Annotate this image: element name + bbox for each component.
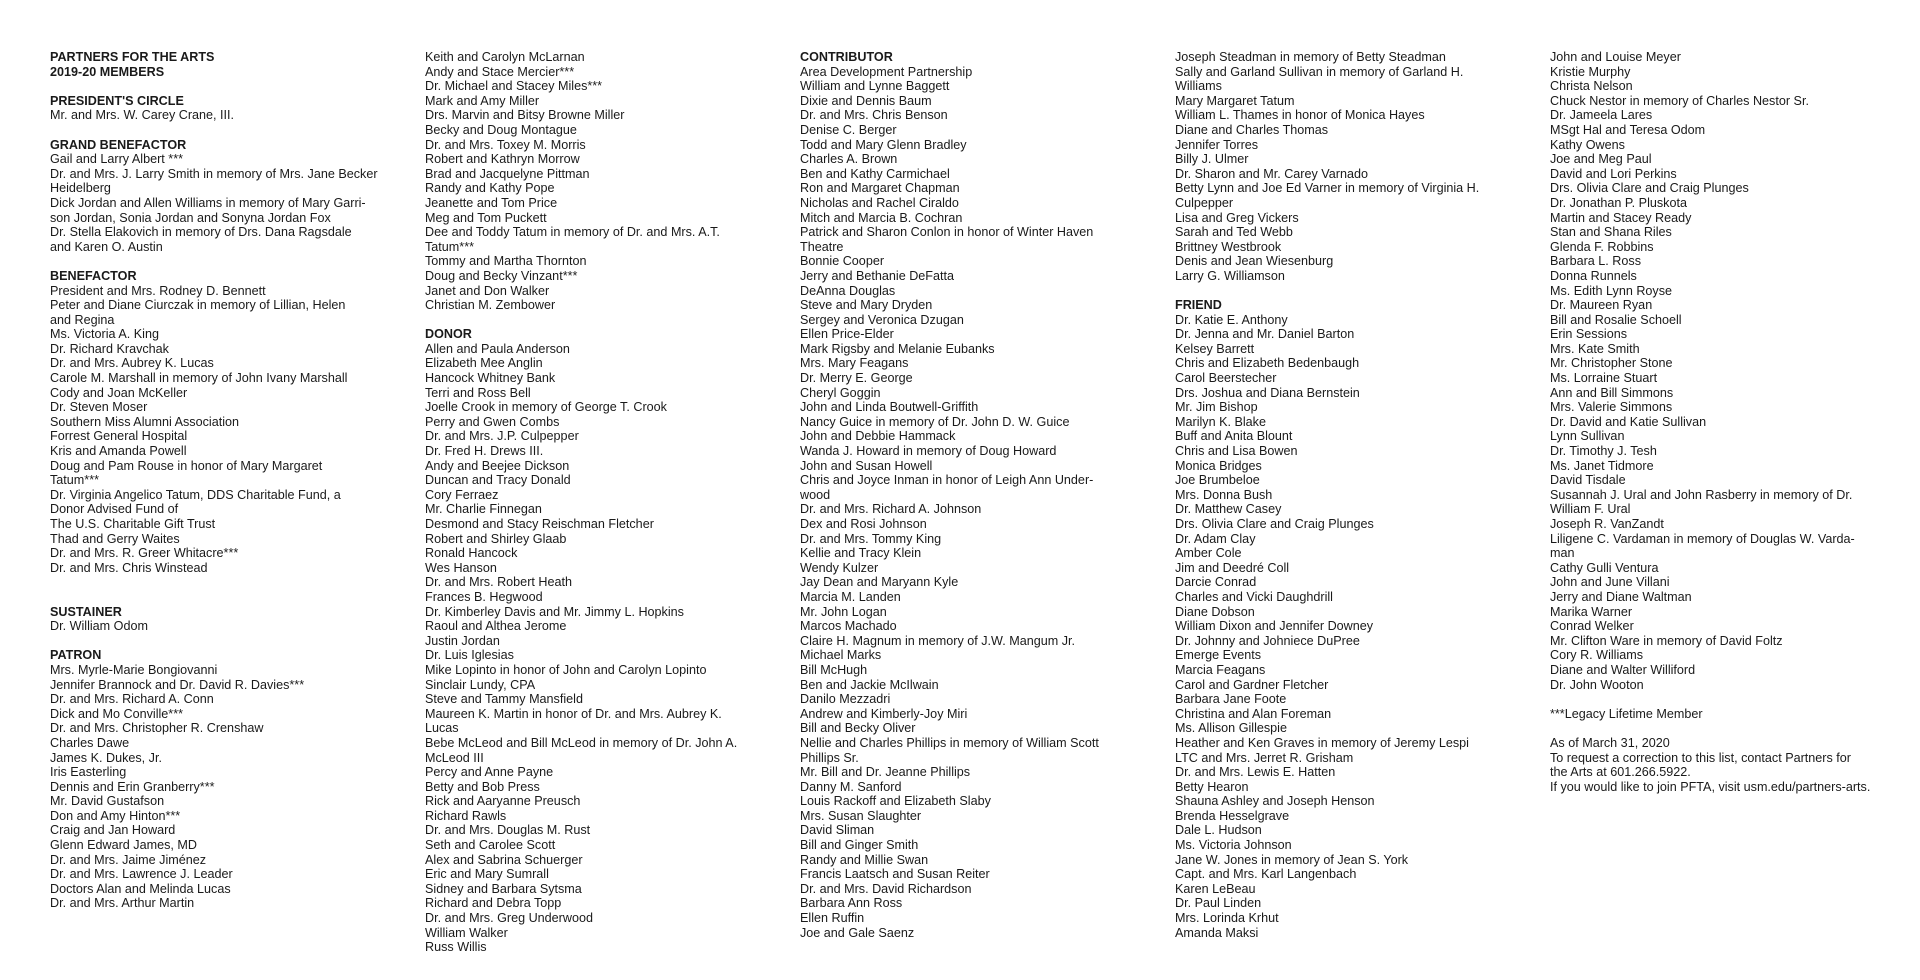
member-name: William Walker bbox=[425, 925, 508, 940]
member-name: Claire H. Magnum in memory of J.W. Mangum Jr. bbox=[800, 633, 1076, 648]
member-name: Dr. Steven Moser bbox=[50, 400, 148, 415]
member-name: Andy and Beejee Dickson bbox=[425, 458, 570, 473]
section-heading: GRAND BENEFACTOR bbox=[50, 137, 187, 152]
member-name: Mrs. Donna Bush bbox=[1175, 487, 1273, 502]
member-name: and Regina bbox=[50, 312, 115, 327]
member-name: Joseph R. VanZandt bbox=[1550, 517, 1664, 531]
member-name: Duncan and Tracy Donald bbox=[425, 473, 571, 488]
member-name: Dr. and Mrs. Greg Underwood bbox=[425, 911, 593, 926]
member-name: Buff and Anita Blount bbox=[1175, 429, 1293, 444]
member-name: Tommy and Martha Thornton bbox=[425, 254, 587, 269]
member-name: MSgt Hal and Teresa Odom bbox=[1550, 122, 1706, 137]
member-name: Southern Miss Alumni Association bbox=[50, 414, 239, 429]
member-name: Justin Jordan bbox=[425, 633, 500, 648]
member-name: Craig and Jan Howard bbox=[50, 823, 176, 838]
member-name: Joe and Meg Paul bbox=[1550, 152, 1652, 167]
member-name: Kris and Amanda Powell bbox=[50, 444, 187, 459]
member-name: Robert and Shirley Glaab bbox=[425, 531, 567, 546]
member-name: Jerry and Bethanie DeFatta bbox=[800, 268, 955, 283]
member-name: Dr. and Mrs. Douglas M. Rust bbox=[425, 823, 591, 838]
member-name: Ms. Allison Gillespie bbox=[1175, 721, 1287, 736]
spacer bbox=[50, 590, 390, 605]
member-name: Sarah and Ted Webb bbox=[1175, 225, 1293, 240]
member-name: Keith and Carolyn McLarnan bbox=[425, 50, 585, 64]
member-name: Todd and Mary Glenn Bradley bbox=[800, 137, 967, 152]
member-name: The U.S. Charitable Gift Trust bbox=[50, 517, 216, 531]
member-name: Barbara Jane Foote bbox=[1175, 692, 1287, 707]
member-name: David and Lori Perkins bbox=[1550, 166, 1677, 181]
member-name: Betty and Bob Press bbox=[425, 779, 540, 794]
member-name: John and June Villani bbox=[1550, 575, 1670, 590]
member-name: Donna Runnels bbox=[1550, 268, 1637, 283]
spacer bbox=[1550, 692, 1890, 707]
member-name: Dr. and Mrs. Jaime Jiménez bbox=[50, 852, 207, 867]
member-name: Terri and Ross Bell bbox=[425, 385, 531, 400]
member-name: Chris and Joyce Inman in honor of Leigh Ann Under- bbox=[800, 473, 1094, 488]
member-name: Percy and Anne Payne bbox=[425, 765, 554, 780]
member-name: Carole M. Marshall in memory of John Ivany Marshall bbox=[50, 371, 348, 386]
member-name: Maureen K. Martin in honor of Dr. and Mrs. Aubrey K. bbox=[425, 706, 722, 721]
member-name: Chris and Elizabeth Bedenbaugh bbox=[1175, 356, 1360, 371]
member-name: David Tisdale bbox=[1550, 473, 1626, 488]
member-name: Jennifer Brannock and Dr. David R. Davies*** bbox=[50, 677, 305, 692]
member-name: Dr. David and Katie Sullivan bbox=[1550, 414, 1707, 429]
member-name: Mrs. Valerie Simmons bbox=[1550, 400, 1673, 415]
member-name: Andy and Stace Mercier*** bbox=[425, 64, 575, 79]
member-name: LTC and Mrs. Jerret R. Grisham bbox=[1175, 750, 1354, 765]
member-name: Marcia Feagans bbox=[1175, 662, 1266, 677]
member-name: Becky and Doug Montague bbox=[425, 122, 577, 137]
spacer bbox=[50, 575, 390, 590]
member-name: Danny M. Sanford bbox=[800, 779, 902, 794]
member-name: Raoul and Althea Jerome bbox=[425, 619, 567, 634]
member-name: Wanda J. Howard in memory of Doug Howard bbox=[800, 444, 1057, 459]
member-name: John and Debbie Hammack bbox=[800, 429, 956, 444]
member-name: Donor Advised Fund of bbox=[50, 502, 179, 517]
member-name: Marilyn K. Blake bbox=[1175, 414, 1266, 429]
member-name: Mr. John Logan bbox=[800, 604, 887, 619]
member-name: Mr. Jim Bishop bbox=[1175, 400, 1258, 415]
member-name: Stan and Shana Riles bbox=[1550, 225, 1672, 240]
member-name: Chuck Nestor in memory of Charles Nestor Sr. bbox=[1550, 93, 1809, 108]
member-name: Mr. and Mrs. W. Carey Crane, III. bbox=[50, 108, 235, 123]
member-name: Joelle Crook in memory of George T. Crook bbox=[425, 400, 667, 415]
member-name: Don and Amy Hinton*** bbox=[50, 808, 181, 823]
member-name: Bonnie Cooper bbox=[800, 254, 885, 269]
member-name: Mr. Bill and Dr. Jeanne Phillips bbox=[800, 765, 971, 780]
member-name: James K. Dukes, Jr. bbox=[50, 750, 162, 765]
member-name: Dr. Luis Iglesias bbox=[425, 648, 514, 663]
member-name: Dex and Rosi Johnson bbox=[800, 517, 927, 531]
member-name: Chris and Lisa Bowen bbox=[1175, 444, 1298, 459]
member-name: Rick and Aaryanne Preusch bbox=[425, 794, 581, 809]
member-name: Steve and Tammy Mansfield bbox=[425, 692, 583, 707]
spacer bbox=[1550, 721, 1890, 736]
member-name: Drs. Marvin and Bitsy Browne Miller bbox=[425, 108, 625, 123]
column-3 bbox=[800, 50, 1140, 940]
member-name: John and Linda Boutwell-Griffith bbox=[800, 400, 979, 415]
member-name: To request a correction to this list, contact Partners for bbox=[1550, 750, 1851, 765]
member-name: Cody and Joan McKeller bbox=[50, 385, 188, 400]
member-name: Phillips Sr. bbox=[800, 750, 859, 765]
member-name: Desmond and Stacy Reischman Fletcher bbox=[425, 517, 654, 531]
column-5 bbox=[1550, 50, 1890, 794]
member-name: Drs. Olivia Clare and Craig Plunges bbox=[1550, 181, 1749, 196]
member-name: Dr. and Mrs. Richard A. Conn bbox=[50, 692, 214, 707]
member-name: Brad and Jacquelyne Pittman bbox=[425, 166, 590, 181]
member-name: Denise C. Berger bbox=[800, 122, 897, 137]
member-name: Mitch and Marcia B. Cochran bbox=[800, 210, 963, 225]
member-name: man bbox=[1550, 546, 1575, 561]
member-name: Elizabeth Mee Anglin bbox=[425, 356, 543, 371]
member-name: Dr. and Mrs. David Richardson bbox=[800, 881, 972, 896]
member-name: Dr. Michael and Stacey Miles*** bbox=[425, 79, 603, 94]
member-name: Nellie and Charles Phillips in memory of William Scott bbox=[800, 735, 1099, 750]
section-heading: 2019-20 MEMBERS bbox=[50, 64, 165, 79]
member-name: Dr. Adam Clay bbox=[1175, 531, 1256, 546]
member-name: Liligene C. Vardaman in memory of Douglas W. Varda- bbox=[1550, 531, 1855, 546]
member-name: Drs. Olivia Clare and Craig Plunges bbox=[1175, 517, 1374, 531]
member-name: Richard Rawls bbox=[425, 808, 507, 823]
spacer bbox=[50, 634, 390, 649]
member-name: Lisa and Greg Vickers bbox=[1175, 210, 1299, 225]
member-name: Dr. and Mrs. Aubrey K. Lucas bbox=[50, 356, 214, 371]
member-name: Lucas bbox=[425, 721, 459, 736]
column-4 bbox=[1175, 50, 1515, 940]
member-name: Dr. Timothy J. Tesh bbox=[1550, 444, 1657, 459]
member-name: Louis Rackoff and Elizabeth Slaby bbox=[800, 794, 991, 809]
member-name: Area Development Partnership bbox=[800, 64, 973, 79]
member-name: Carol Beerstecher bbox=[1175, 371, 1277, 386]
member-name: Martin and Stacey Ready bbox=[1550, 210, 1692, 225]
member-name: Dr. Maureen Ryan bbox=[1550, 298, 1653, 313]
member-name: Bill McHugh bbox=[800, 662, 868, 677]
member-name: Marcos Machado bbox=[800, 619, 897, 634]
column-2 bbox=[425, 50, 765, 955]
member-name: Barbara L. Ross bbox=[1550, 254, 1641, 269]
spacer bbox=[1175, 284, 1515, 299]
member-name: Nancy Guice in memory of Dr. John D. W. Guice bbox=[800, 414, 1070, 429]
member-name: Dr. Richard Kravchak bbox=[50, 341, 169, 356]
member-name: Mrs. Kate Smith bbox=[1550, 341, 1640, 356]
member-name: Capt. and Mrs. Karl Langenbach bbox=[1175, 867, 1357, 882]
member-name: the Arts at 601.266.5922. bbox=[1550, 765, 1691, 780]
member-name: Alex and Sabrina Schuerger bbox=[425, 852, 583, 867]
member-name: Christa Nelson bbox=[1550, 79, 1633, 94]
member-name: Joseph Steadman in memory of Betty Steadman bbox=[1175, 50, 1446, 64]
member-name: Dr. and Mrs. R. Greer Whitacre*** bbox=[50, 546, 239, 561]
member-name: Dr. Jonathan P. Pluskota bbox=[1550, 195, 1687, 210]
section-heading: FRIEND bbox=[1175, 298, 1222, 313]
member-name: Dr. Sharon and Mr. Carey Varnado bbox=[1175, 166, 1368, 181]
member-name: Heidelberg bbox=[50, 181, 111, 196]
section-heading: BENEFACTOR bbox=[50, 268, 137, 283]
member-name: Ms. Edith Lynn Royse bbox=[1550, 283, 1673, 298]
member-name: Conrad Welker bbox=[1550, 619, 1634, 634]
member-name: Dr. and Mrs. J.P. Culpepper bbox=[425, 429, 579, 444]
member-name: Kathy Owens bbox=[1550, 137, 1625, 152]
member-name: Sinclair Lundy, CPA bbox=[425, 677, 536, 692]
member-name: Erin Sessions bbox=[1550, 327, 1627, 342]
member-name: Diane and Charles Thomas bbox=[1175, 122, 1329, 137]
member-name: Perry and Gwen Combs bbox=[425, 414, 560, 429]
member-name: Mr. Christopher Stone bbox=[1550, 356, 1673, 371]
member-name: Jeanette and Tom Price bbox=[425, 195, 558, 210]
member-name: Dr. Fred H. Drews III. bbox=[425, 444, 544, 459]
member-name: Charles Dawe bbox=[50, 735, 130, 750]
member-name: Jerry and Diane Waltman bbox=[1550, 589, 1692, 604]
member-name: Doug and Pam Rouse in honor of Mary Margaret bbox=[50, 458, 323, 473]
member-name: Forrest General Hospital bbox=[50, 429, 188, 444]
member-name: Dr. Merry E. George bbox=[800, 371, 913, 386]
member-name: John and Susan Howell bbox=[800, 458, 933, 473]
member-name: William F. Ural bbox=[1550, 502, 1631, 517]
member-name: Dick Jordan and Allen Williams in memory of Mary Garri- bbox=[50, 195, 366, 210]
member-name: Dr. Jameela Lares bbox=[1550, 108, 1653, 123]
member-name: Darcie Conrad bbox=[1175, 575, 1257, 590]
member-name: and Karen O. Austin bbox=[50, 239, 163, 254]
member-name: Emerge Events bbox=[1175, 648, 1262, 663]
member-name: Dr. and Mrs. Toxey M. Morris bbox=[425, 137, 586, 152]
member-name: Theatre bbox=[800, 239, 844, 254]
member-name: President and Mrs. Rodney D. Bennett bbox=[50, 283, 266, 298]
member-name: Sergey and Veronica Dzugan bbox=[800, 312, 964, 327]
member-name: Wendy Kulzer bbox=[800, 560, 879, 575]
member-name: Peter and Diane Ciurczak in memory of Lillian, Helen bbox=[50, 298, 346, 313]
member-name: Charles A. Brown bbox=[800, 152, 898, 167]
section-heading: SUSTAINER bbox=[50, 604, 122, 619]
member-name: Jim and Deedré Coll bbox=[1175, 560, 1290, 575]
member-name: Diane and Walter Williford bbox=[1550, 662, 1696, 677]
member-name: Dr. Stella Elakovich in memory of Drs. Dana Ragsdale bbox=[50, 225, 352, 240]
member-name: Robert and Kathryn Morrow bbox=[425, 152, 580, 167]
member-name: Joe and Gale Saenz bbox=[800, 925, 915, 940]
member-name: Sidney and Barbara Sytsma bbox=[425, 881, 582, 896]
member-name: Bill and Ginger Smith bbox=[800, 838, 919, 853]
member-name: Iris Easterling bbox=[50, 765, 127, 780]
member-name: Marcia M. Landen bbox=[800, 589, 901, 604]
member-name: wood bbox=[800, 487, 831, 502]
member-name: Tatum*** bbox=[425, 239, 474, 254]
member-name: Mike Lopinto in honor of John and Carolyn Lopinto bbox=[425, 662, 707, 677]
member-name: Mr. Charlie Finnegan bbox=[425, 502, 542, 517]
member-name: Dr. John Wooton bbox=[1550, 677, 1644, 692]
member-name: Francis Laatsch and Susan Reiter bbox=[800, 867, 990, 882]
member-name: Lynn Sullivan bbox=[1550, 429, 1625, 444]
member-name: Ms. Victoria Johnson bbox=[1175, 838, 1292, 853]
member-name: Mrs. Myrle-Marie Bongiovanni bbox=[50, 662, 218, 677]
member-name: Jay Dean and Maryann Kyle bbox=[800, 575, 959, 590]
member-name: David Sliman bbox=[800, 823, 875, 838]
member-name: Meg and Tom Puckett bbox=[425, 210, 547, 225]
member-name: Mr. Clifton Ware in memory of David Foltz bbox=[1550, 633, 1783, 648]
member-name: Brittney Westbrook bbox=[1175, 239, 1282, 254]
member-name: Mrs. Susan Slaughter bbox=[800, 808, 922, 823]
member-name: Ms. Victoria A. King bbox=[50, 327, 159, 342]
member-name: Cory Ferraez bbox=[425, 487, 499, 502]
member-name: Tatum*** bbox=[50, 473, 99, 488]
member-name: Dr. Jenna and Mr. Daniel Barton bbox=[1175, 327, 1355, 342]
member-name: Dr. William Odom bbox=[50, 619, 148, 634]
member-name: Amber Cole bbox=[1175, 546, 1242, 561]
member-name: Doctors Alan and Melinda Lucas bbox=[50, 881, 231, 896]
member-name: ***Legacy Lifetime Member bbox=[1550, 706, 1703, 721]
member-name: Kristie Murphy bbox=[1550, 64, 1631, 79]
member-name: Cheryl Goggin bbox=[800, 385, 881, 400]
member-name: Dr. and Mrs. Christopher R. Crenshaw bbox=[50, 721, 264, 736]
member-name: Eric and Mary Sumrall bbox=[425, 867, 549, 882]
member-name: Mary Margaret Tatum bbox=[1175, 93, 1295, 108]
member-name: Bill and Rosalie Schoell bbox=[1550, 312, 1682, 327]
member-name: If you would like to join PFTA, visit usm.edu/partners-arts. bbox=[1550, 779, 1871, 794]
member-name: William and Lynne Baggett bbox=[800, 79, 950, 94]
member-name: Glenda F. Robbins bbox=[1550, 239, 1654, 254]
section-heading: CONTRIBUTOR bbox=[800, 50, 893, 64]
member-name: Dr. and Mrs. Tommy King bbox=[800, 531, 942, 546]
member-name: Amanda Maksi bbox=[1175, 925, 1259, 940]
member-name: Steve and Mary Dryden bbox=[800, 298, 933, 313]
member-name: Carol and Gardner Fletcher bbox=[1175, 677, 1329, 692]
member-name: Michael Marks bbox=[800, 648, 882, 663]
member-name: Dr. and Mrs. Chris Benson bbox=[800, 108, 948, 123]
member-name: Denis and Jean Wiesenburg bbox=[1175, 254, 1334, 269]
member-name: Mark and Amy Miller bbox=[425, 93, 540, 108]
member-name: Dr. Paul Linden bbox=[1175, 896, 1262, 911]
member-name: Allen and Paula Anderson bbox=[425, 341, 570, 356]
member-name: Mr. David Gustafson bbox=[50, 794, 165, 809]
member-name: William Dixon and Jennifer Downey bbox=[1175, 619, 1374, 634]
member-name: Frances B. Hegwood bbox=[425, 589, 543, 604]
member-name: son Jordan, Sonia Jordan and Sonyna Jordan Fox bbox=[50, 210, 331, 225]
member-name: Ben and Jackie McIlwain bbox=[800, 677, 939, 692]
member-name: Diane Dobson bbox=[1175, 604, 1255, 619]
member-name: Doug and Becky Vinzant*** bbox=[425, 268, 578, 283]
spacer bbox=[50, 123, 390, 138]
member-name: Dick and Mo Conville*** bbox=[50, 706, 183, 721]
spacer bbox=[50, 254, 390, 269]
member-name: Drs. Joshua and Diana Bernstein bbox=[1175, 385, 1360, 400]
member-name: Dee and Toddy Tatum in memory of Dr. and Mrs. A.T. bbox=[425, 225, 720, 240]
member-name: Cathy Gulli Ventura bbox=[1550, 560, 1659, 575]
member-name: Christina and Alan Foreman bbox=[1175, 706, 1332, 721]
member-name: Ann and Bill Simmons bbox=[1550, 385, 1674, 400]
member-name: Dr. Matthew Casey bbox=[1175, 502, 1282, 517]
member-name: Janet and Don Walker bbox=[425, 283, 550, 298]
member-name: Jane W. Jones in memory of Jean S. York bbox=[1175, 852, 1409, 867]
member-name: Ellen Ruffin bbox=[800, 911, 865, 926]
member-name: Brenda Hesselgrave bbox=[1175, 808, 1290, 823]
member-name: Ronald Hancock bbox=[425, 546, 518, 561]
member-name: Thad and Gerry Waites bbox=[50, 531, 180, 546]
member-name: John and Louise Meyer bbox=[1550, 50, 1681, 64]
member-name: Dr. and Mrs. Lewis E. Hatten bbox=[1175, 765, 1336, 780]
member-name: DeAnna Douglas bbox=[800, 283, 896, 298]
member-name: Jennifer Torres bbox=[1175, 137, 1259, 152]
member-name: Larry G. Williamson bbox=[1175, 268, 1285, 283]
member-name: Monica Bridges bbox=[1175, 458, 1262, 473]
member-name: Nicholas and Rachel Ciraldo bbox=[800, 195, 959, 210]
member-name: Mrs. Lorinda Krhut bbox=[1175, 911, 1279, 926]
member-name: Christian M. Zembower bbox=[425, 298, 556, 313]
member-name: Dr. and Mrs. Lawrence J. Leader bbox=[50, 867, 233, 882]
member-name: Russ Willis bbox=[425, 940, 487, 955]
member-name: As of March 31, 2020 bbox=[1550, 735, 1670, 750]
member-name: Karen LeBeau bbox=[1175, 881, 1256, 896]
member-name: Barbara Ann Ross bbox=[800, 896, 903, 911]
member-name: Seth and Carolee Scott bbox=[425, 838, 556, 853]
member-name: Ellen Price-Elder bbox=[800, 327, 894, 342]
member-name: Shauna Ashley and Joseph Henson bbox=[1175, 794, 1375, 809]
member-name: Dr. and Mrs. J. Larry Smith in memory of Mrs. Jane Becker bbox=[50, 166, 378, 181]
spacer bbox=[50, 79, 390, 94]
member-name: Dr. Kimberley Davis and Mr. Jimmy L. Hopkins bbox=[425, 604, 684, 619]
member-name: McLeod III bbox=[425, 750, 484, 765]
member-name: Dr. and Mrs. Chris Winstead bbox=[50, 560, 208, 575]
member-name: Betty Lynn and Joe Ed Varner in memory of Virginia H. bbox=[1175, 181, 1480, 196]
member-name: Cory R. Williams bbox=[1550, 648, 1644, 663]
member-name: Joe Brumbeloe bbox=[1175, 473, 1260, 488]
member-name: Bebe McLeod and Bill McLeod in memory of Dr. John A. bbox=[425, 735, 738, 750]
member-name: Betty Hearon bbox=[1175, 779, 1249, 794]
member-name: Hancock Whitney Bank bbox=[425, 371, 556, 386]
column-1 bbox=[50, 50, 390, 911]
section-heading: PARTNERS FOR THE ARTS bbox=[50, 50, 215, 64]
member-name: Glenn Edward James, MD bbox=[50, 838, 197, 853]
member-name: Dr. Virginia Angelico Tatum, DDS Charitable Fund, a bbox=[50, 487, 341, 502]
member-name: Mark Rigsby and Melanie Eubanks bbox=[800, 341, 995, 356]
member-name: Williams bbox=[1175, 79, 1222, 94]
member-name: William L. Thames in honor of Monica Hayes bbox=[1175, 108, 1425, 123]
member-name: Sally and Garland Sullivan in memory of Garland H. bbox=[1175, 64, 1464, 79]
member-name: Ben and Kathy Carmichael bbox=[800, 166, 950, 181]
member-name: Dr. Katie E. Anthony bbox=[1175, 312, 1288, 327]
member-name: Bill and Becky Oliver bbox=[800, 721, 916, 736]
member-name: Dennis and Erin Granberry*** bbox=[50, 779, 215, 794]
member-name: Charles and Vicki Daughdrill bbox=[1175, 589, 1333, 604]
member-name: Heather and Ken Graves in memory of Jeremy Lespi bbox=[1175, 735, 1469, 750]
member-name: Kelsey Barrett bbox=[1175, 341, 1255, 356]
member-name: Billy J. Ulmer bbox=[1175, 152, 1249, 167]
member-name: Kellie and Tracy Klein bbox=[800, 546, 922, 561]
member-name: Dr. and Mrs. Robert Heath bbox=[425, 575, 572, 590]
member-name: Ms. Janet Tidmore bbox=[1550, 458, 1654, 473]
member-name: Patrick and Sharon Conlon in honor of Winter Haven bbox=[800, 225, 1094, 240]
member-name: Ron and Margaret Chapman bbox=[800, 181, 960, 196]
member-name: Dixie and Dennis Baum bbox=[800, 93, 932, 108]
member-name: Marika Warner bbox=[1550, 604, 1633, 619]
member-name: Dr. and Mrs. Richard A. Johnson bbox=[800, 502, 982, 517]
member-name: Dale L. Hudson bbox=[1175, 823, 1262, 838]
member-name: Randy and Millie Swan bbox=[800, 852, 929, 867]
spacer bbox=[425, 313, 765, 328]
member-name: Andrew and Kimberly-Joy Miri bbox=[800, 706, 968, 721]
member-name: Culpepper bbox=[1175, 195, 1234, 210]
section-heading: PRESIDENT'S CIRCLE bbox=[50, 93, 184, 108]
section-heading: PATRON bbox=[50, 648, 102, 663]
member-name: Dr. and Mrs. Arthur Martin bbox=[50, 896, 195, 911]
member-name: Gail and Larry Albert *** bbox=[50, 152, 184, 167]
member-name: Ms. Lorraine Stuart bbox=[1550, 371, 1658, 386]
member-name: Wes Hanson bbox=[425, 560, 497, 575]
member-name: Mrs. Mary Feagans bbox=[800, 356, 909, 371]
member-name: Randy and Kathy Pope bbox=[425, 181, 555, 196]
member-name: Danilo Mezzadri bbox=[800, 692, 891, 707]
member-name: Susannah J. Ural and John Rasberry in memory of Dr. bbox=[1550, 487, 1853, 502]
section-heading: DONOR bbox=[425, 327, 472, 342]
member-name: Dr. Johnny and Johniece DuPree bbox=[1175, 633, 1360, 648]
member-name: Richard and Debra Topp bbox=[425, 896, 562, 911]
